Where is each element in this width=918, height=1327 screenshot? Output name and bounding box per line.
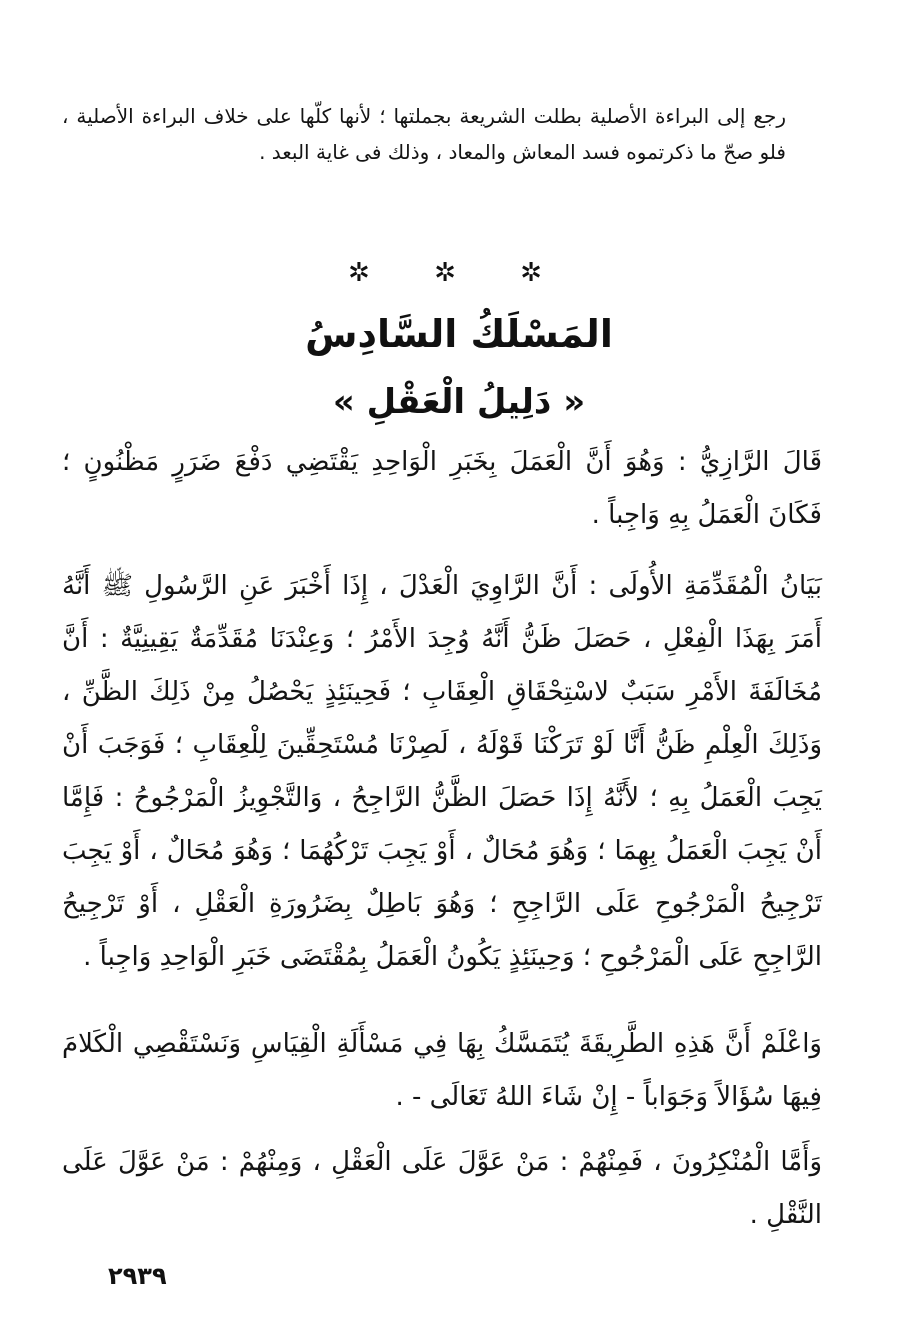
section-title: المَسْلَكُ السَّادِسُ bbox=[305, 312, 613, 356]
page-number: ٢٩٣٩ bbox=[108, 1262, 167, 1290]
paragraph-qiyas-note: وَاعْلَمْ أَنَّ هَذِهِ الطَّرِيقَةَ يُتَمَسَّكُ بِهَا فِي مَسْأَلَةِ الْقِيَاسِ وَنَسْتَقْصِي الْكَلامَ فِيهَا سُؤَالاً وَجَوَاباً - إِنْ شَاءَ اللهُ تَعَالَى - . bbox=[62, 1029, 822, 1112]
paragraph-deniers: وَأَمَّا الْمُنْكِرُونَ ، فَمِنْهُمْ : مَنْ عَوَّلَ عَلَى الْعَقْلِ ، وَمِنْهُمْ : مَنْ عَوَّلَ عَلَى النَّقْلِ . bbox=[62, 1147, 822, 1230]
paragraph-razi-statement: قَالَ الرَّازِيُّ : وَهُوَ أَنَّ الْعَمَلَ بِخَبَرِ الْوَاحِدِ يَقْتَضِي دَفْعَ ضَرَرٍ مَظْنُونٍ ؛ فَكَانَ الْعَمَلُ بِهِ وَاجِباً . bbox=[62, 447, 822, 530]
intro-paragraph: رجع إلى البراءة الأصلية بطلت الشريعة بجملتها ؛ لأنها كلّها على خلاف البراءة الأصلية ، فلو صحّ ما ذكرتموه فسد المعاش والمعاد ، وذلك فى غاية البعد . bbox=[62, 104, 786, 164]
section-separator: ✲ ✲ ✲ bbox=[348, 258, 570, 288]
paragraph-first-premise: بَيَانُ الْمُقَدِّمَةِ الأُولَى : أَنَّ الرَّاوِيَ الْعَدْلَ ، إِذَا أَخْبَرَ عَنِ الرَّسُولِ ﷺ أَنَّهُ أَمَرَ بِهَذَا الْفِعْلِ ، حَصَلَ ظَنُّ أَنَّهُ وُجِدَ الأَمْرُ ؛ وَعِنْدَنَا مُقَدِّمَةٌ يَقِينِيَّةٌ : أَنَّ مُخَالَفَةَ الأَمْرِ سَبَبٌ لاسْتِحْقَاقِ الْعِقَابِ ؛ فَحِينَئِذٍ يَحْصُلُ مِنْ ذَلِكَ الظَّنِّ ، وَذَلِكَ الْعِلْمِ ظَنُّ أَنَّا لَوْ تَرَكْنَا قَوْلَهُ ، لَصِرْنَا مُسْتَحِقِّينَ لِلْعِقَابِ ؛ فَوَجَبَ أَنْ يَجِبَ الْعَمَلُ بِهِ ؛ لأَنَّهُ إِذَا حَصَلَ الظَّنُّ الرَّاجِحُ ، وَالتَّجْوِيزُ الْمَرْجُوحُ : فَإِمَّا أَنْ يَجِبَ الْعَمَلُ بِهِمَا ؛ وَهُوَ مُحَالٌ ، أَوْ يَجِبَ تَرْكُهُمَا ؛ وَهُوَ مُحَالٌ ، أَوْ يَجِبَ تَرْجِيحُ الْمَرْجُوحِ عَلَى الرَّاجِحِ ؛ وَهُوَ بَاطِلٌ بِضَرُورَةِ الْعَقْلِ ، أَوْ تَرْجِيحُ الرَّاجِحِ عَلَى الْمَرْجُوحِ ؛ وَحِينَئِذٍ يَكُونُ الْعَمَلُ بِمُقْتَضَى خَبَرِ الْوَاحِدِ وَاجِباً . bbox=[62, 571, 822, 972]
section-subtitle: « دَلِيلُ الْعَقْلِ » bbox=[332, 382, 586, 422]
